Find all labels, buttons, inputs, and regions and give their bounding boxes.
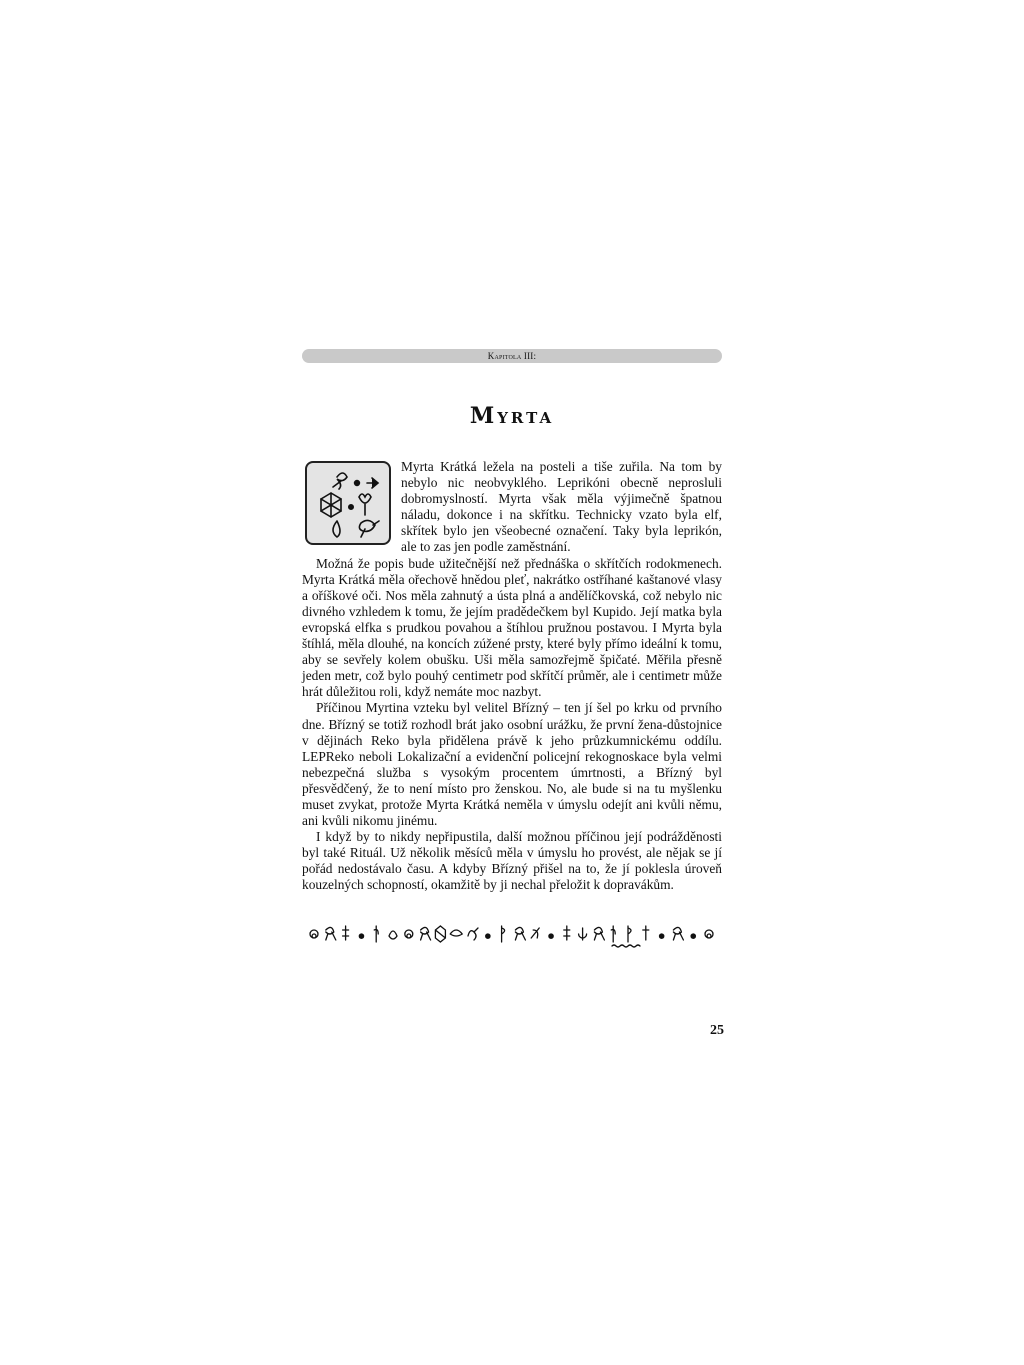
paragraph-4: I když by to nikdy nepřipustila, další možnou příčinou její podrážděnosti byl také Rituál. Už několik měsíců měla v úmyslu ho provést, ale nějak se jí pořád nedostávalo času. A kdyby Břízný přišel na to, že jí poklesla úroveň kouzelných schopností, okamžitě by ji nechal přeložit k dopravákům. <box>302 829 722 893</box>
gnommish-code-line-icon <box>302 920 722 954</box>
ornament-glyph <box>421 927 431 940</box>
ornament-glyph <box>628 926 631 942</box>
ornament-glyph <box>389 931 397 939</box>
ornament-glyph <box>435 926 445 942</box>
ornament-glyph <box>515 927 525 940</box>
ornament-glyph <box>531 928 539 938</box>
chapter-header-bar <box>302 349 722 363</box>
ornament-glyph <box>659 934 663 938</box>
ornament-glyph <box>326 927 336 940</box>
ornament-glyph <box>486 934 490 938</box>
ornament-glyph <box>673 927 683 940</box>
ornament-glyph <box>343 926 349 940</box>
ornament-glyph <box>691 934 695 938</box>
ornament-glyph <box>405 930 413 938</box>
paragraph-2: Možná že popis bude užitečnější než přednáška o skřítčích rodokmenech. Myrta Krátká měla ořechově hnědou pleť, nakrátko ostříhané kaštanové vlasy a oříškové oči. Nos měla zahnutý a ústa plná a andělíčkovská, což nebylo nic divného vzhledem k tomu, že jejím pradědečkem byl Kupido. Její matka byla evropská elfka s prudkou povahou a štíhlou pružnou postavou. I Myrta byla štíhlá, měla dlouhé, na koncích zúžené prsty, které byly přímo ideální k tomu, aby se sevřely kolem obušku. Uši měla samozřejmě špičaté. Měřila přesně jeden metr, což bylo pouhý centimetr pod skřítčí průměr, ale i centimetr může hrát důležitou roli, když nemáte moc nazbyt. <box>302 555 722 700</box>
ornament-glyph <box>374 926 378 942</box>
ornament-glyph <box>549 934 553 938</box>
ornament-glyph <box>359 934 363 938</box>
book-page <box>302 349 722 954</box>
ornament-glyph <box>450 930 462 936</box>
ornament-glyph <box>502 926 505 942</box>
ornament-glyph <box>310 930 318 938</box>
ornament-glyph <box>611 926 615 942</box>
ornament-glyph <box>705 930 713 938</box>
gnommish-ornament-line <box>302 920 722 954</box>
page-number: 25 <box>710 1023 724 1038</box>
ornament-glyph <box>564 926 570 940</box>
chapter-title: Myrta <box>469 403 555 429</box>
paragraph-1: Myrta Krátká ležela na posteli a tiše zuřila. Na tom by nebylo nic neobvyklého. Leprikóni obecně neprosluli dobromyslností. Myrta však měla výjimečně špatnou náladu, dokonce i na skřítku. Technicky vzato byla elf, skřítek bylo jen všeobecné označení. Taky byla leprikón, ale to zas jen podle zaměstnání. <box>401 459 722 555</box>
ornament-glyph <box>579 928 587 940</box>
paragraph-3: Příčinou Myrtina vzteku byl velitel Břízný – ten jí šel po krku od prvního dne. Břízný se totiž rozhodl brát jako osobní urážku, že první žena-důstojnice v dějinách Reko byla přidělena právě k jeho průzkumnickému oddílu. LEPReko neboli Lokalizační a evidenční policejní rekognoskace byla velmi nebezpečná služba s vysokým procentem úmrtnosti, a Břízný byl přesvědčený, že to není místo pro ženskou. No, ale bude si na tu myšlenku muset zvykat, protože Myrta Krátká neměla v úmyslu odejít ani kvůli němu, ani kvůli nikomu jinému. <box>302 700 722 829</box>
ornament-glyph <box>643 926 649 940</box>
gnommish-glyph-box <box>305 461 391 545</box>
chapter-body <box>302 459 722 894</box>
ornament-wave <box>612 945 640 947</box>
chapter-label: Kapitola III: <box>487 351 537 361</box>
ornament-glyph <box>468 928 478 940</box>
gnommish-glyphs-icon <box>307 463 389 543</box>
ornament-glyph <box>594 927 604 940</box>
